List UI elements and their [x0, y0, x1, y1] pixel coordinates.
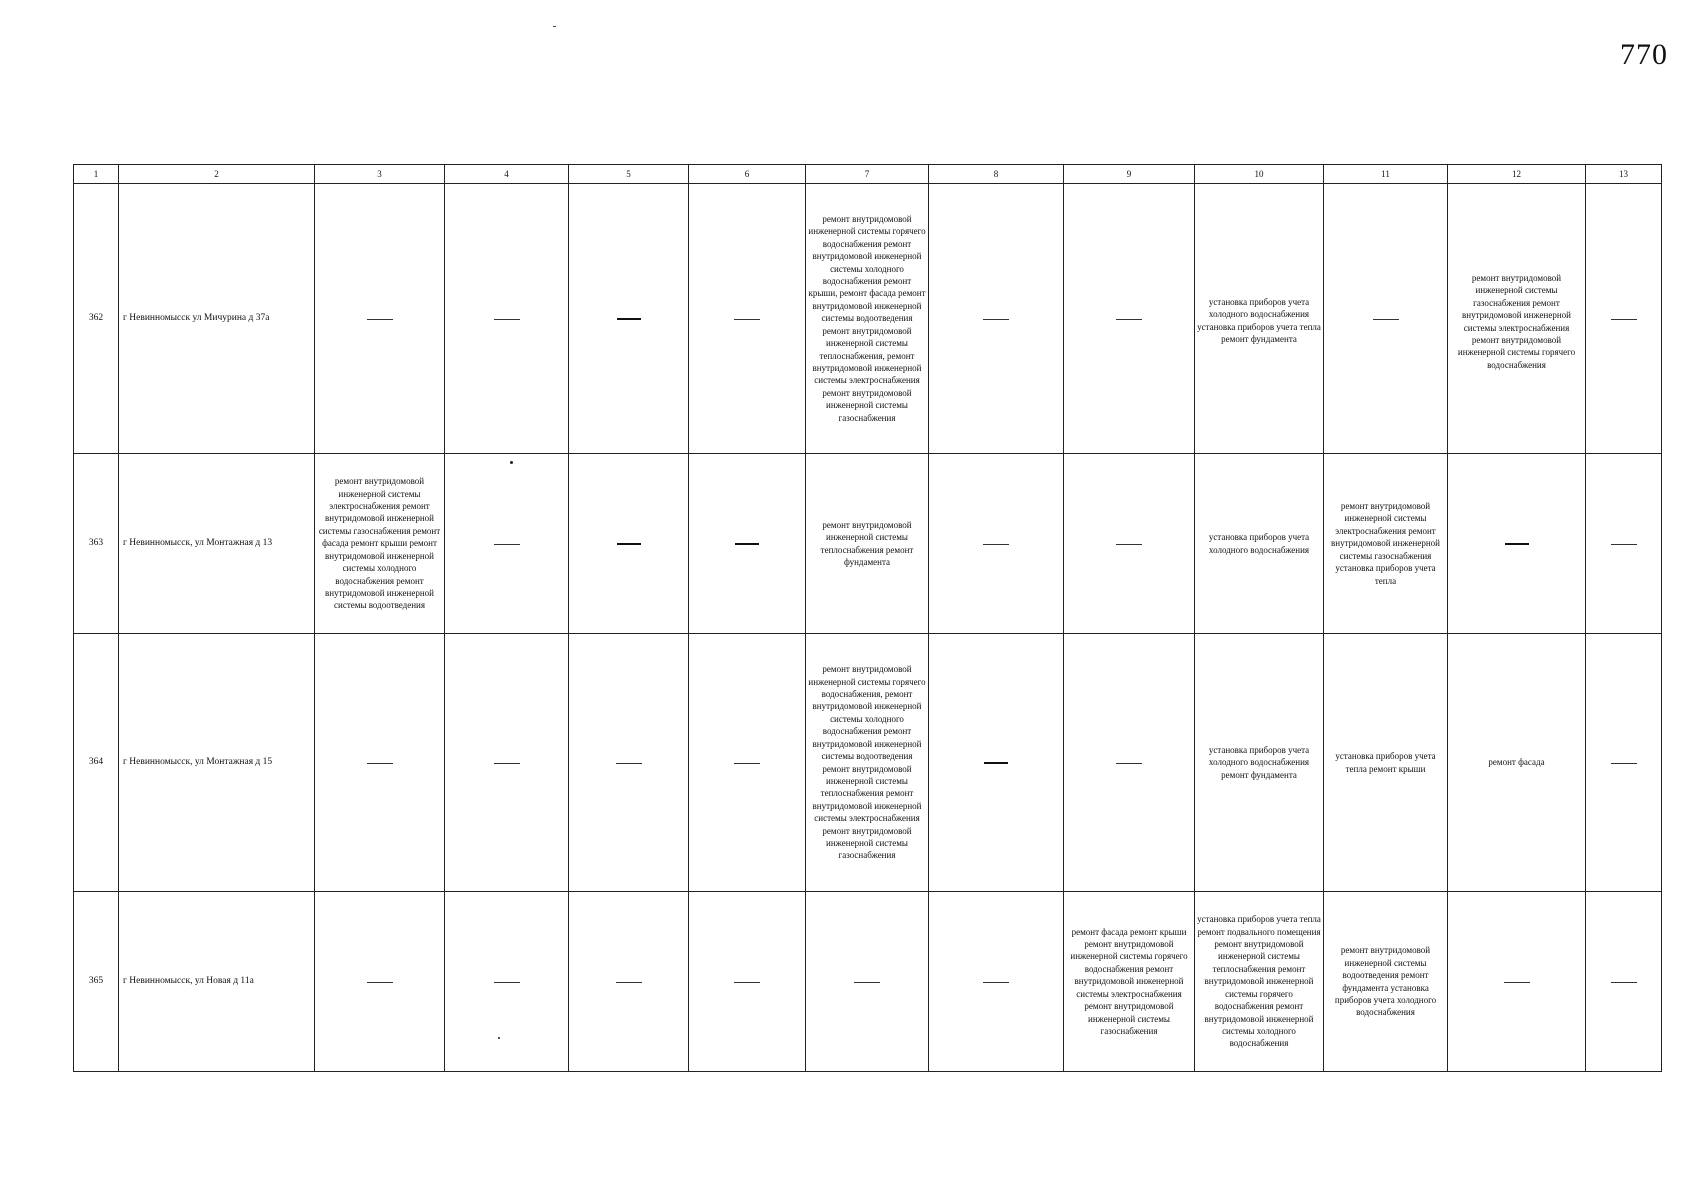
empty-dash	[854, 982, 880, 983]
table-row	[74, 184, 1662, 454]
row-number: 363	[74, 454, 119, 634]
column-number: 4	[445, 165, 569, 184]
empty-dash	[367, 982, 393, 983]
table-cell	[569, 634, 689, 892]
work-list: ремонт внутридомовой инженерной системы горячего водоснабжения ремонт внутридомовой инженерной системы холодного водоснабжения ремонт крыши, ремонт фасада ремонт внутридомовой инженерной системы водоотведения ремонт внутридомовой инженерной системы теплоснабжения, ремонт внутридомовой инженерной системы электроснабжения ремонт внутридомовой инженерной системы газоснабжения	[808, 214, 926, 423]
column-number: 1	[74, 165, 119, 184]
page-number: 770	[1620, 38, 1668, 71]
work-list: ремонт внутридомовой инженерной системы электроснабжения ремонт внутридомовой инженерной системы газоснабжения ремонт фасада ремонт крыши ремонт внутридомовой инженерной системы холодного водоснабжения ремонт внутридомовой инженерной системы водоотведения	[318, 476, 441, 611]
work-list: установка приборов учета холодного водоснабжения	[1208, 532, 1310, 555]
empty-dash	[983, 544, 1009, 545]
table-cell	[1324, 454, 1448, 634]
column-number: 5	[569, 165, 689, 184]
empty-dash	[494, 319, 520, 320]
table-cell	[929, 454, 1064, 634]
column-number: 11	[1324, 165, 1448, 184]
empty-dash	[1116, 763, 1142, 764]
work-list: ремонт внутридомовой инженерной системы газоснабжения ремонт внутридомовой инженерной системы электроснабжения ремонт внутридомовой инженерной системы горячего водоснабжения	[1457, 273, 1576, 370]
work-list: установка приборов учета тепла ремонт крыши	[1335, 751, 1436, 774]
empty-dash	[1373, 319, 1399, 320]
table-cell	[569, 184, 689, 454]
address-cell: г Невинномысск, ул Монтажная д 15	[119, 634, 315, 892]
table-cell	[1324, 184, 1448, 454]
column-number: 2	[119, 165, 315, 184]
table-row	[74, 454, 1662, 634]
column-number-row	[74, 165, 1662, 184]
empty-dash	[494, 982, 520, 983]
table-cell	[1195, 892, 1324, 1072]
column-number: 8	[929, 165, 1064, 184]
table-cell	[569, 892, 689, 1072]
table-cell	[315, 454, 445, 634]
table-cell	[315, 634, 445, 892]
empty-dash	[1611, 763, 1637, 764]
empty-dash	[1611, 319, 1637, 320]
table-cell	[1448, 892, 1586, 1072]
repair-schedule-table	[73, 164, 1662, 1072]
table-row	[74, 892, 1662, 1072]
table-cell	[1448, 634, 1586, 892]
table-cell	[806, 454, 929, 634]
table-cell	[315, 892, 445, 1072]
table-cell	[1586, 454, 1662, 634]
table-cell	[1064, 892, 1195, 1072]
table-cell	[445, 184, 569, 454]
table-cell	[315, 184, 445, 454]
empty-dash	[1611, 982, 1637, 983]
row-number: 364	[74, 634, 119, 892]
table-cell	[569, 454, 689, 634]
column-number: 10	[1195, 165, 1324, 184]
empty-dash	[616, 982, 642, 983]
table-cell	[1324, 892, 1448, 1072]
work-list: установка приборов учета холодного водоснабжения установка приборов учета тепла ремонт фундамента	[1197, 297, 1321, 345]
work-list: ремонт внутридомовой инженерной системы теплоснабжения ремонт фундамента	[820, 519, 914, 567]
empty-dash	[984, 762, 1008, 764]
work-list: ремонт фасада	[1488, 757, 1545, 768]
table-cell	[1586, 184, 1662, 454]
address-cell: г Невинномысск, ул Новая д 11а	[119, 892, 315, 1072]
empty-dash	[494, 763, 520, 764]
row-number: 362	[74, 184, 119, 454]
table-cell	[1324, 634, 1448, 892]
table-cell	[929, 634, 1064, 892]
table-cell	[1586, 634, 1662, 892]
empty-dash	[983, 319, 1009, 320]
column-number: 9	[1064, 165, 1195, 184]
table-cell	[689, 634, 806, 892]
empty-dash	[734, 319, 760, 320]
column-number: 6	[689, 165, 806, 184]
empty-dash	[1611, 544, 1637, 545]
table-cell	[806, 892, 929, 1072]
empty-dash	[1505, 543, 1529, 545]
table-cell	[689, 454, 806, 634]
empty-dash	[617, 318, 641, 320]
scan-speck	[498, 1037, 500, 1039]
table-cell	[806, 184, 929, 454]
work-list: ремонт внутридомовой инженерной системы водоотведения ремонт фундамента установка приборов учета холодного водоснабжения	[1334, 945, 1437, 1018]
empty-dash	[616, 763, 642, 764]
row-number: 365	[74, 892, 119, 1072]
empty-dash	[1116, 319, 1142, 320]
table-row	[74, 634, 1662, 892]
empty-dash	[735, 543, 759, 545]
empty-dash	[494, 544, 520, 545]
table-cell	[1064, 634, 1195, 892]
column-number: 12	[1448, 165, 1586, 184]
table-cell	[1195, 454, 1324, 634]
table-cell	[806, 634, 929, 892]
column-number: 13	[1586, 165, 1662, 184]
work-list: установка приборов учета тепла ремонт подвального помещения ремонт внутридомовой инженерной системы теплоснабжения ремонт внутридомовой инженерной системы горячего водоснабжения ремонт внутридомовой инженерной системы холодного водоснабжения	[1197, 914, 1321, 1049]
column-number: 7	[806, 165, 929, 184]
empty-dash	[367, 763, 393, 764]
empty-dash	[983, 982, 1009, 983]
table-cell	[445, 634, 569, 892]
work-list: ремонт внутридомовой инженерной системы горячего водоснабжения, ремонт внутридомовой инженерной системы холодного водоснабжения ремонт внутридомовой инженерной системы водоотведения ремонт внутридомовой инженерной системы теплоснабжения ремонт внутридомовой инженерной системы электроснабжения ремонт внутридомовой инженерной системы газоснабжения	[808, 664, 926, 861]
work-list: ремонт внутридомовой инженерной системы электроснабжения ремонт внутридомовой инженерной системы газоснабжения установка приборов учета тепла	[1331, 501, 1440, 586]
table-cell	[1064, 184, 1195, 454]
table-cell	[1064, 454, 1195, 634]
work-list: установка приборов учета холодного водоснабжения ремонт фундамента	[1208, 744, 1310, 780]
address-cell: г Невинномысск ул Мичурина д 37а	[119, 184, 315, 454]
work-list: ремонт фасада ремонт крыши ремонт внутридомовой инженерной системы горячего водоснабжения ремонт внутридомовой инженерной системы электроснабжения ремонт внутридомовой инженерной системы газоснабжения	[1070, 926, 1188, 1036]
address-cell: г Невинномысск, ул Монтажная д 13	[119, 454, 315, 634]
table-cell	[1586, 892, 1662, 1072]
empty-dash	[734, 763, 760, 764]
empty-dash	[617, 543, 641, 545]
table-cell	[445, 892, 569, 1072]
empty-dash	[367, 319, 393, 320]
table-cell	[1448, 454, 1586, 634]
table-cell	[689, 184, 806, 454]
empty-dash	[1504, 982, 1530, 983]
scan-mark	[553, 26, 556, 27]
table-cell	[1195, 184, 1324, 454]
table-cell	[1448, 184, 1586, 454]
column-number: 3	[315, 165, 445, 184]
table-cell	[1195, 634, 1324, 892]
table-cell	[445, 454, 569, 634]
empty-dash	[1116, 544, 1142, 545]
table-cell	[929, 892, 1064, 1072]
table-cell	[689, 892, 806, 1072]
table-cell	[929, 184, 1064, 454]
empty-dash	[734, 982, 760, 983]
